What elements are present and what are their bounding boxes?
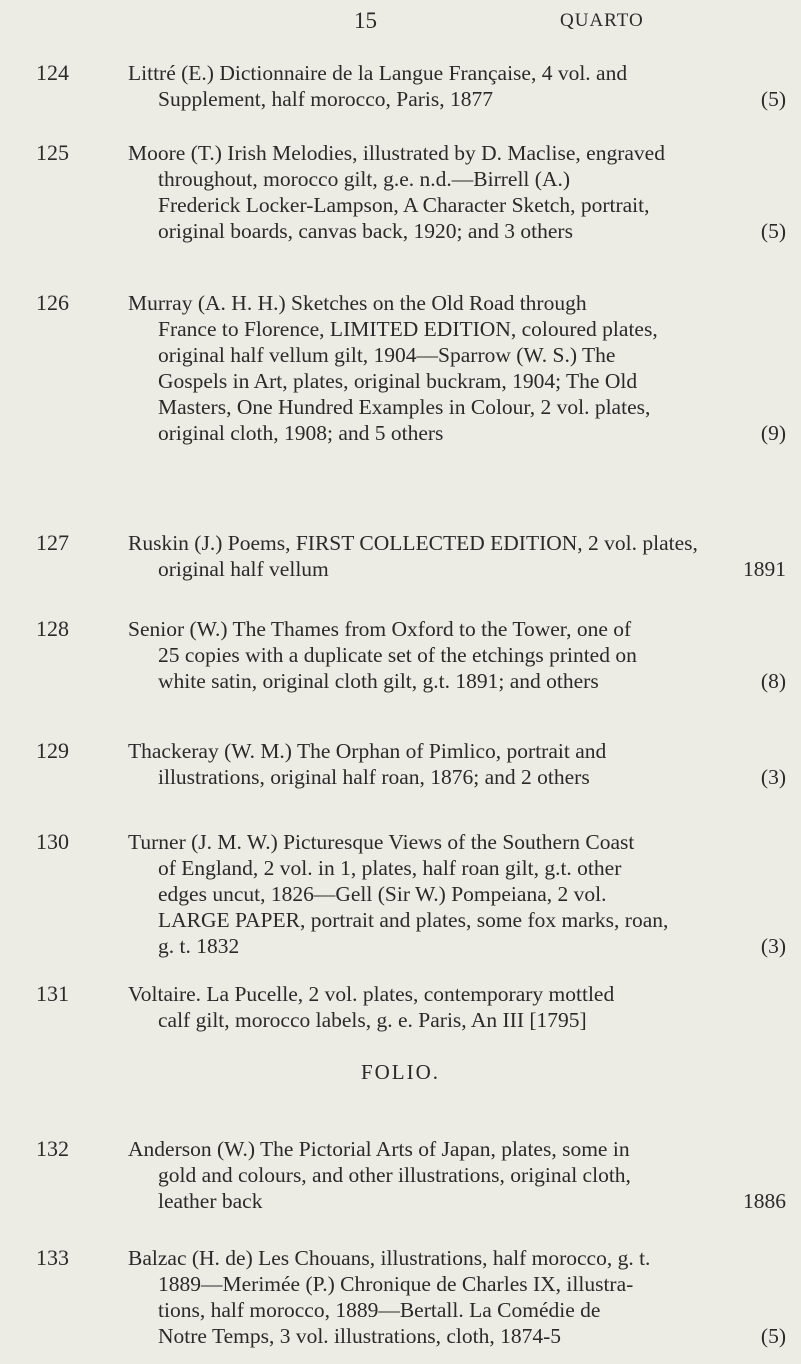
lot-count: (3) — [760, 934, 786, 958]
entry-description — [128, 981, 786, 1033]
entry-line: France to Florence, LIMITED EDITION, coloured plates, — [158, 317, 658, 341]
lot-count: (9) — [760, 421, 786, 445]
lot-count: (5) — [760, 87, 786, 111]
entry-line: Senior (W.) The Thames from Oxford to the Tower, one of — [128, 617, 632, 641]
entry-line: gold and colours, and other illustrations, original cloth, — [158, 1163, 631, 1187]
entry-line: white satin, original cloth gilt, g.t. 1891; and others (8) — [158, 669, 786, 693]
entry-line: original half vellum gilt, 1904—Sparrow (W. S.) The — [158, 343, 616, 367]
lot-number: 125 — [36, 140, 69, 165]
entry-line: calf gilt, morocco labels, g. e. Paris, An III [1795] — [158, 1008, 587, 1032]
entry-description — [128, 616, 786, 694]
catalogue-entry — [36, 290, 786, 446]
catalogue-entry — [36, 60, 786, 112]
lot-number: 133 — [36, 1245, 69, 1270]
entry-line: Anderson (W.) The Pictorial Arts of Japan, plates, some in — [128, 1137, 630, 1161]
lot-number: 124 — [36, 60, 69, 85]
entry-line: tions, half morocco, 1889—Bertall. La Comédie de — [158, 1298, 601, 1322]
entry-description — [128, 530, 786, 582]
lot-count: (5) — [760, 1324, 786, 1348]
lot-number: 127 — [36, 530, 69, 555]
lot-number: 130 — [36, 829, 69, 854]
entry-line: Moore (T.) Irish Melodies, illustrated by D. Maclise, engraved — [128, 141, 665, 165]
entry-line: Supplement, half morocco, Paris, 1877 (5) — [158, 87, 786, 111]
entry-line: Voltaire. La Pucelle, 2 vol. plates, contemporary mottled — [128, 982, 615, 1006]
entry-line: Balzac (H. de) Les Chouans, illustrations, half morocco, g. t. — [128, 1246, 651, 1270]
entry-line: Littré (E.) Dictionnaire de la Langue Française, 4 vol. and — [128, 61, 628, 85]
entry-line: Masters, One Hundred Examples in Colour, 2 vol. plates, — [158, 395, 651, 419]
catalogue-entry — [36, 140, 786, 244]
lot-number: 129 — [36, 738, 69, 763]
lot-number: 128 — [36, 616, 69, 641]
entry-line: throughout, morocco gilt, g.e. n.d.—Birrell (A.) — [158, 167, 571, 191]
lot-count: 1891 — [743, 557, 786, 581]
entry-description — [128, 60, 786, 112]
lot-count: (8) — [760, 669, 786, 693]
catalogue-entry — [36, 1136, 786, 1214]
catalogue-entry — [36, 616, 786, 694]
entry-line: 1889—Merimée (P.) Chronique de Charles IX, illustra- — [158, 1272, 634, 1296]
entry-line: illustrations, original half roan, 1876; and 2 others (3) — [158, 765, 786, 789]
lot-count: 1886 — [743, 1189, 786, 1213]
entry-line: Ruskin (J.) Poems, FIRST COLLECTED EDITION, 2 vol. plates, — [128, 531, 698, 555]
entry-description — [128, 829, 786, 959]
folio-heading: FOLIO. — [360, 1060, 441, 1084]
entry-line: original boards, canvas back, 1920; and 3 others (5) — [158, 219, 786, 243]
lot-count: (5) — [760, 219, 786, 243]
catalogue-entry — [36, 530, 786, 582]
entry-line: leather back 1886 — [158, 1189, 786, 1213]
entry-line: original half vellum 1891 — [158, 557, 786, 581]
catalogue-entry — [36, 829, 786, 959]
entry-line: LARGE PAPER, portrait and plates, some fox marks, roan, — [158, 908, 669, 932]
entry-description — [128, 290, 786, 446]
entry-line: 25 copies with a duplicate set of the etchings printed on — [158, 643, 637, 667]
entry-line: original cloth, 1908; and 5 others (9) — [158, 421, 786, 445]
entry-line: Thackeray (W. M.) The Orphan of Pimlico, portrait and — [128, 739, 607, 763]
catalogue-entry — [36, 981, 786, 1033]
entry-line: g. t. 1832 (3) — [158, 934, 786, 958]
entry-line: Murray (A. H. H.) Sketches on the Old Road through — [128, 291, 587, 315]
entry-description — [128, 738, 786, 790]
entry-line: Turner (J. M. W.) Picturesque Views of the Southern Coast — [128, 830, 635, 854]
lot-count: (3) — [760, 765, 786, 789]
catalogue-entry — [36, 738, 786, 790]
lot-number: 132 — [36, 1136, 69, 1161]
page-number: 15 — [354, 8, 377, 33]
catalogue-entry — [36, 1245, 786, 1349]
entry-line: Frederick Locker-Lampson, A Character Sketch, portrait, — [158, 193, 650, 217]
lot-number: 131 — [36, 981, 69, 1006]
section-label: QUARTO — [560, 10, 644, 31]
entry-description — [128, 1136, 786, 1214]
entry-description — [128, 1245, 786, 1349]
lot-number: 126 — [36, 290, 69, 315]
entry-line: of England, 2 vol. in 1, plates, half roan gilt, g.t. other — [158, 856, 622, 880]
entry-line: Gospels in Art, plates, original buckram, 1904; The Old — [158, 369, 638, 393]
entry-description — [128, 140, 786, 244]
entry-line: Notre Temps, 3 vol. illustrations, cloth, 1874-5 (5) — [158, 1324, 786, 1348]
entry-line: edges uncut, 1826—Gell (Sir W.) Pompeiana, 2 vol. — [158, 882, 607, 906]
